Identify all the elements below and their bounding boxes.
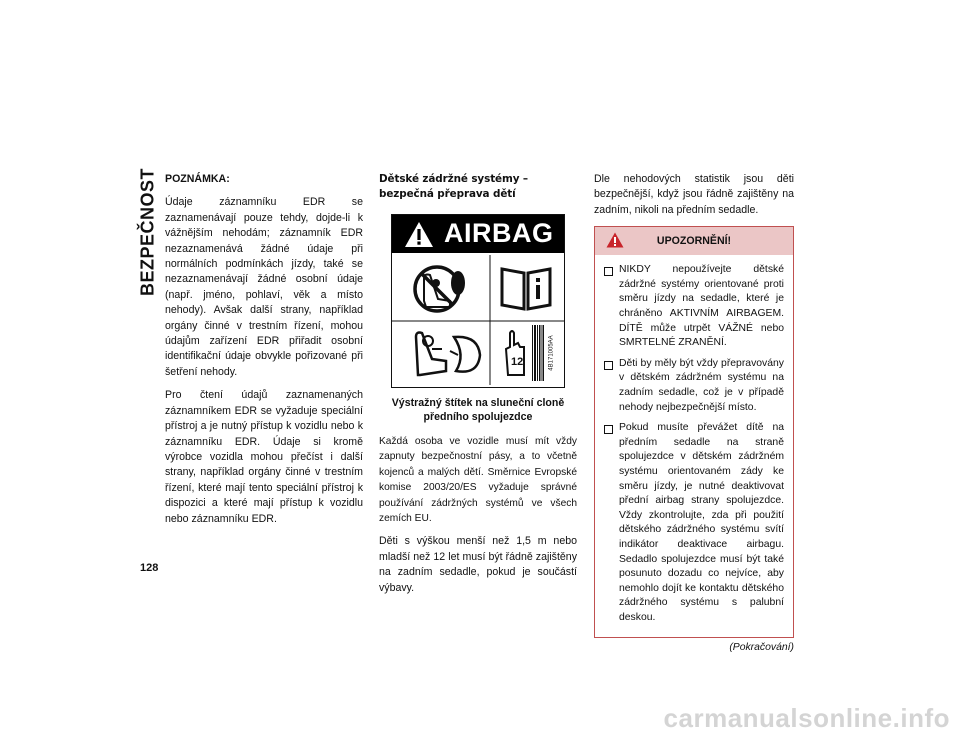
chapter-side-tab	[136, 167, 160, 297]
warning-item: Pokud musíte převážet dítě na předním sedadle na straně spolujezdce v dětském zádržném systému orientovaném zády ke směru jízdy, je nutné deaktivovat přední airbag strany spolujezdce. Vždy zkontrolujte, zda při použití dětského zádržného systému svítí indikátor deaktivace airbagu. Sedadlo spolujezdce musí být také posunuto dozadu co nejvíce, aby nemohlo dojít ke kontaktu dětského zádržného systému s palubní deskou.	[604, 421, 784, 625]
statistics-intro: Dle nehodových statistik jsou děti bezpečnější, když jsou řádně zajištěny na zadním, nikoli na předním sedadle.	[594, 173, 794, 216]
edr-read-paragraph: Pro čtení údajů zaznamenaných záznamníkem EDR se vyžaduje speciální přístroj a je nutný přístup k vozidlu nebo k záznamníku EDR. Údaje si kromě výrobce vozidla mohou přečíst i další strany, například orgány činné v trestním řízení, které mají tento speciální přístroj k dispozici a které mají přístup k vozidlu nebo záznamníku EDR.	[165, 389, 363, 525]
figure-caption: Výstražný štítek na sluneční cloně předního spolujezdce	[391, 397, 565, 423]
note-title: POZNÁMKA:	[165, 173, 230, 185]
figure-pictograms	[392, 255, 564, 387]
bullet-box-icon	[604, 425, 613, 434]
barcode-icon	[532, 325, 544, 381]
warning-box-header	[595, 227, 793, 255]
figure-code: 4B171005AA	[548, 335, 555, 371]
warning-item: Děti by měly být vždy přepravovány v dětském zádržném systému na zadním sedadle, což je v případě nehody nejbezpečnější místo.	[604, 357, 784, 415]
warning-list	[595, 255, 793, 637]
column-3	[594, 172, 794, 656]
airbag-warning-label-figure	[391, 214, 565, 388]
footer-watermark: carmanualsonline.info	[663, 703, 950, 733]
continued-note: (Pokračování)	[729, 642, 794, 654]
section-title: Dětské zádržné systémy – bezpečná přeprava dětí	[379, 173, 529, 200]
warning-item: NIKDY nepoužívejte dětské zádržné systémy orientované proti směru jízdy na sedadle, které je chráněno AKTIVNÍM AIRBAGEM. DÍTĚ může utrpět VÁŽNÉ nebo SMRTELNÉ ZRANĚNÍ.	[604, 263, 784, 351]
svg-text:12: 12	[511, 356, 524, 368]
manual-book-icon	[500, 265, 552, 311]
warning-triangle-icon	[606, 232, 624, 248]
warning-title: UPOZORNĚNÍ!	[656, 234, 732, 247]
seatbelt-paragraph: Každá osoba ve vozidle musí mít vždy zapnuty bezpečnostní pásy, a to včetně kojenců a malých dětí. Směrnice Evropské komise 2003/20/ES vyžaduje správné používání zádržných systémů ve všech zemích EU.	[379, 436, 577, 525]
column-1	[165, 172, 363, 535]
bullet-box-icon	[604, 361, 613, 370]
child-hand-icon	[500, 325, 530, 379]
column-2	[379, 172, 577, 604]
figure-code-wrap	[546, 325, 558, 381]
warning-box	[594, 226, 794, 638]
figure-airbag-word: AIRBAG	[444, 218, 554, 249]
warning-triangle-icon	[404, 221, 434, 248]
bullet-box-icon	[604, 267, 613, 276]
figure-header	[392, 215, 564, 253]
page-number: 128	[140, 562, 159, 574]
seat-airbag-icon	[402, 327, 486, 381]
child-height-paragraph: Děti s výškou menší než 1,5 m nebo mladší než 12 let musí být řádně zajištěny na zadním sedadle, pokud je součástí výbavy.	[379, 535, 577, 594]
chapter-title: BEZPEČNOST	[137, 167, 158, 297]
no-child-seat-icon	[410, 261, 470, 317]
note-text: Údaje záznamníku EDR se zaznamenávají pouze tehdy, dojde-li k vážnějším nehodám; záznamník EDR nezaznamenává žádné údaje při normálních podmínkách jízdy, také se nezaznamenávají žádné osobní údaje (např. jméno, pohlaví, věk a místo nehody). Avšak další strany, například orgány činné v trestním řízení, mohou údajům zařízení EDR přiřadit osobní identifikační údaje obvykle pořizované při šetření nehody.	[165, 196, 363, 378]
